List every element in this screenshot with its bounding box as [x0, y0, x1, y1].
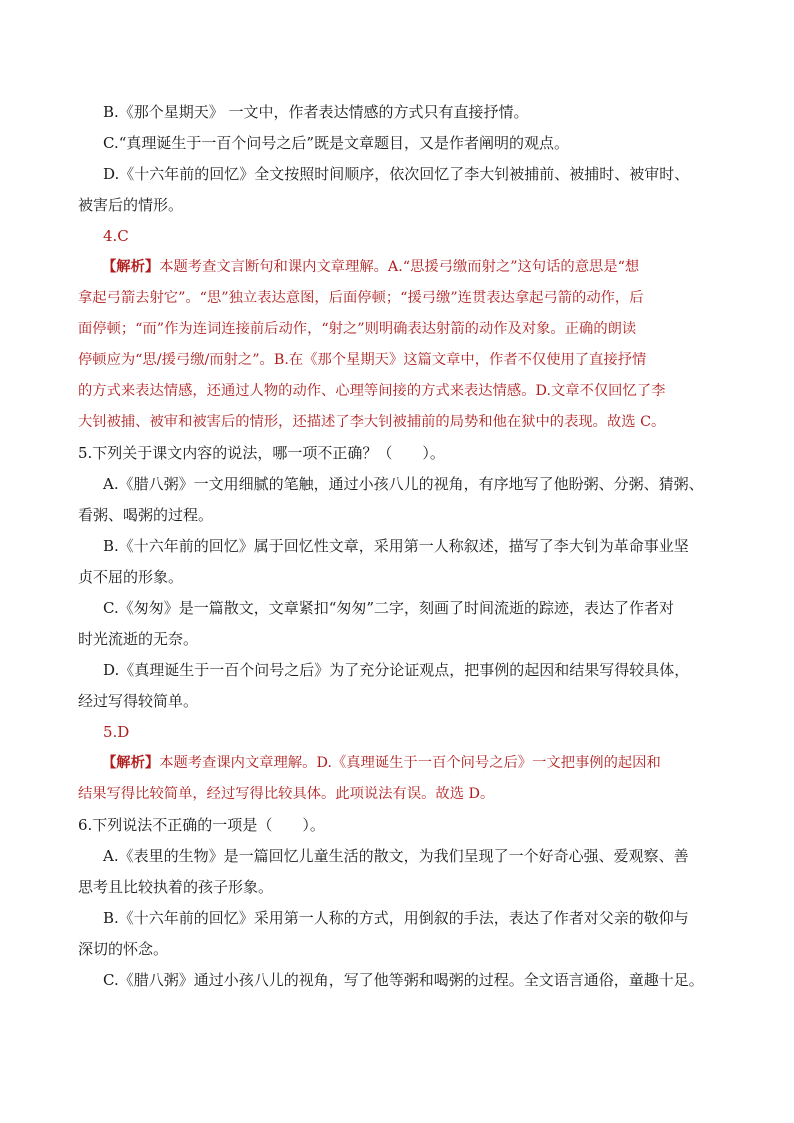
line-text: 面停顿；“而”作为连词连接前后动作，“射之”则明确表达射箭的动作及对象。正确的朗读 [78, 321, 637, 337]
question-stem [78, 438, 722, 469]
option-continuation [78, 872, 722, 903]
line-text: B.《那个星期天》 一文中，作者表达情感的方式只有直接抒情。 [103, 103, 529, 121]
option-line [103, 159, 722, 190]
option-line [103, 128, 722, 159]
line-text: C.《匆匆》是一篇散文，文章紧扣“匆匆”二字，刻画了时间流逝的踪迹，表达了作者对 [103, 599, 675, 617]
analysis-tag: 【解析】 [102, 755, 160, 771]
line-text: 时光流逝的无奈。 [78, 630, 199, 648]
option-line [103, 965, 722, 996]
line-text: 的方式来表达情感，还通过人物的动作、心理等间接的方式来表达情感。D.文章不仅回忆了李 [78, 383, 666, 399]
line-text: 4.C [103, 227, 129, 245]
option-continuation [78, 624, 722, 655]
line-text: 本题考查课内文章理解。D.《真理诞生于一百个问号之后》一文把事例的起因和 [159, 755, 661, 771]
option-line [103, 97, 722, 128]
analysis-first-line [102, 748, 722, 779]
option-continuation [78, 190, 722, 221]
analysis-continuation [78, 376, 722, 407]
line-text: 5.下列关于课文内容的说法，哪一项不正确？（ ）。 [78, 444, 445, 462]
analysis-continuation [78, 314, 722, 345]
line-text: 拿起弓箭去射它”。“思”独立表达意图，后面停顿；“援弓缴”连贯表达拿起弓箭的动作，后 [78, 290, 644, 306]
document-body [78, 97, 722, 996]
line-text: 5.D [103, 723, 130, 741]
option-line [103, 593, 722, 624]
line-text: 思考且比较执着的孩子形象。 [78, 878, 274, 896]
analysis-first-line [102, 252, 722, 283]
option-line [103, 841, 722, 872]
line-text: 结果写得比较简单，经过写得比较具体。此项说法有误。故选 D。 [78, 786, 495, 802]
line-text: C.《腊八粥》通过小孩八儿的视角，写了他等粥和喝粥的过程。全文语言通俗，童趣十足。 [103, 971, 704, 989]
line-text: 大钊被捕、被审和被害后的情形，还描述了李大钊被捕前的局势和他在狱中的表现。故选 C。 [78, 414, 666, 430]
analysis-continuation [78, 345, 722, 376]
line-text: B.《十六年前的回忆》属于回忆性文章，采用第一人称叙述，描写了李大钊为革命事业坚 [103, 537, 689, 555]
option-line [103, 531, 722, 562]
line-text: D.《真理诞生于一百个问号之后》为了充分论证观点，把事例的起因和结果写得较具体， [103, 661, 690, 679]
line-text: 本题考查文言断句和课内文章理解。A.“思援弓缴而射之”这句话的意思是“想 [159, 259, 640, 275]
line-text: 经过写得较简单。 [78, 692, 199, 710]
option-continuation [78, 934, 722, 965]
line-text: 6.下列说法不正确的一项是（ ）。 [78, 816, 325, 834]
line-text: C.“真理诞生于一百个问号之后”既是文章题目，又是作者阐明的观点。 [103, 134, 570, 152]
line-text: 看粥、喝粥的过程。 [78, 506, 214, 524]
answer-key [103, 717, 722, 748]
option-line [103, 903, 722, 934]
option-continuation [78, 562, 722, 593]
line-text: 停顿应为“思/援弓缴/而射之”。B.在《那个星期天》这篇文章中，作者不仅使用了直接抒情 [78, 352, 647, 368]
analysis-continuation [78, 779, 722, 810]
question-stem [78, 810, 722, 841]
analysis-continuation [78, 407, 722, 438]
line-text: 贞不屈的形象。 [78, 568, 184, 586]
line-text: 深切的怀念。 [78, 940, 169, 958]
line-text: A.《腊八粥》一文用细腻的笔触，通过小孩八儿的视角，有序地写了他盼粥、分粥、猜粥、 [103, 475, 704, 493]
line-text: A.《表里的生物》是一篇回忆儿童生活的散文，为我们呈现了一个好奇心强、爱观察、善 [103, 847, 689, 865]
line-text: D.《十六年前的回忆》全文按照时间顺序，依次回忆了李大钊被捕前、被捕时、被审时、 [103, 165, 690, 183]
option-continuation [78, 686, 722, 717]
option-line [103, 469, 722, 500]
option-line [103, 655, 722, 686]
analysis-tag: 【解析】 [102, 259, 160, 275]
line-text: 被害后的情形。 [78, 196, 184, 214]
answer-key [103, 221, 722, 252]
line-text: B.《十六年前的回忆》采用第一人称的方式，用倒叙的手法，表达了作者对父亲的敬仰与 [103, 909, 689, 927]
analysis-continuation [78, 283, 722, 314]
option-continuation [78, 500, 722, 531]
